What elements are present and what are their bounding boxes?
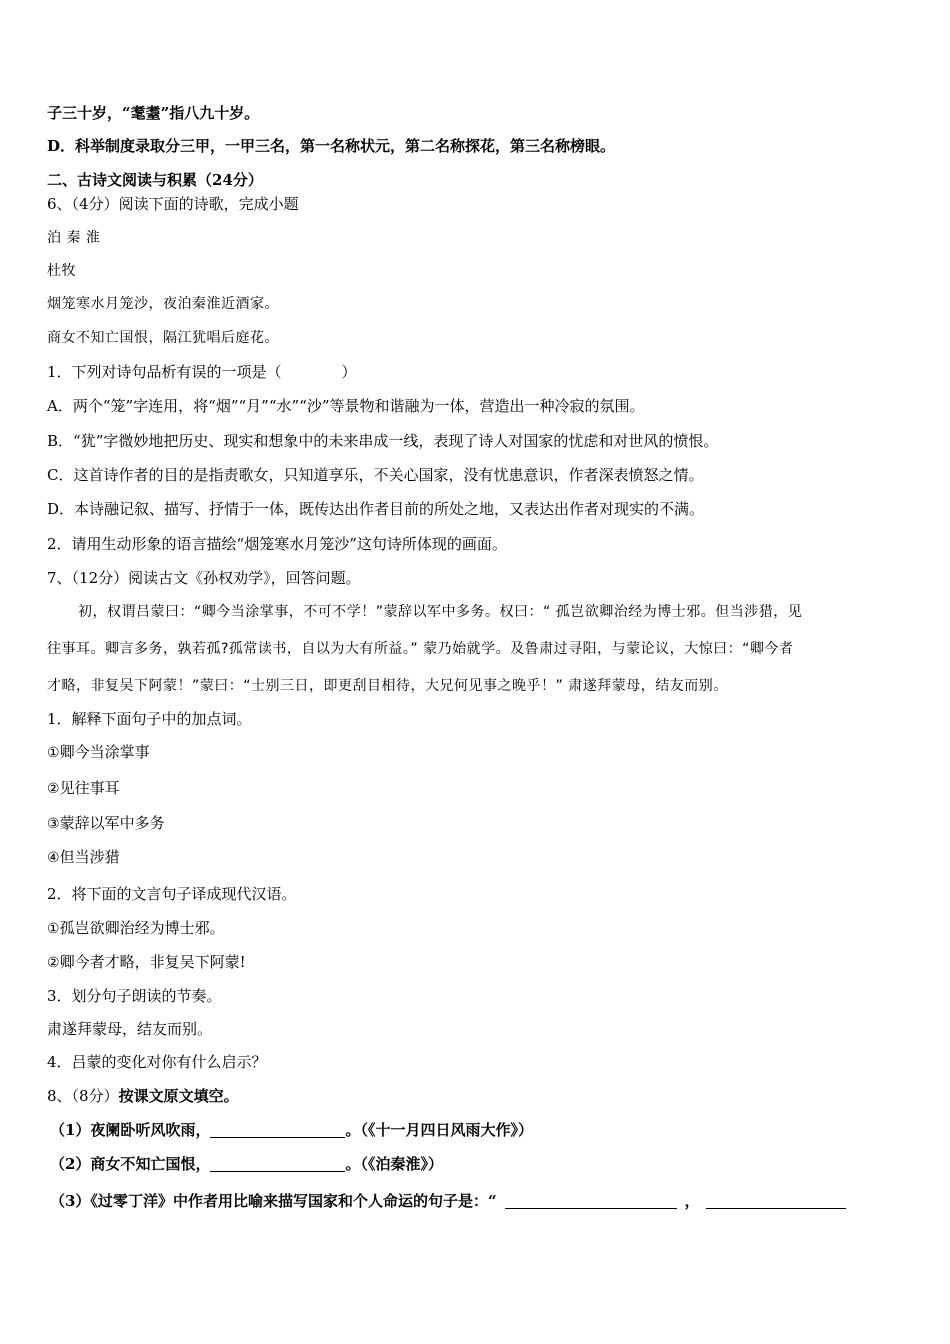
number-marker: ③ <box>47 816 60 832</box>
question-6: 6、（4分）阅读下面的诗歌，完成小题 <box>47 195 299 213</box>
item-7-1-3 <box>47 813 165 834</box>
question-7-2: 2．将下面的文言句子译成现代汉语。 <box>47 885 297 903</box>
option-d-line: D．科举制度录取分三甲，一甲三名，第一名称状元，第二名称探花，第三名称榜眼。 <box>47 137 616 155</box>
fill-item-text: （3）《过零丁洋》中作者用比喻来描写国家和个人命运的句子是：“ <box>50 1192 497 1210</box>
answer-blank <box>210 1156 345 1172</box>
fill-item-3 <box>50 1191 846 1211</box>
item-text: 但当涉猎 <box>59 848 120 866</box>
item-7-3-sentence: 肃遂拜蒙母，结友而别。 <box>47 1020 213 1038</box>
question-8 <box>47 1086 239 1106</box>
text-line: 子三十岁，“耄耋”指八九十岁。 <box>47 104 260 122</box>
fill-item-2 <box>50 1154 443 1174</box>
option-b: B．“犹”字微妙地把历史、现实和想象中的未来串成一线，表现了诗人对国家的忧虑和对世风的愤恨。 <box>47 432 719 450</box>
question-7: 7、（12分）阅读古文《孙权劝学》，回答问题。 <box>47 569 361 587</box>
item-text: 卿今当涂掌事 <box>59 743 150 761</box>
fill-item-source: 。（《泊秦淮》） <box>345 1155 443 1173</box>
number-marker: ① <box>47 921 60 937</box>
poem-title: 泊 秦 淮 <box>47 230 101 246</box>
fill-item-text: （1）夜阑卧听风吹雨， <box>50 1121 211 1139</box>
fill-item-source: 。（《十一月四日风雨大作》） <box>345 1121 533 1139</box>
poem-line-2: 商女不知亡国恨，隔江犹唱后庭花。 <box>47 330 279 346</box>
number-marker: ④ <box>47 850 60 866</box>
question-7-4: 4．吕蒙的变化对你有什么启示？ <box>47 1053 267 1071</box>
item-7-2-1 <box>47 918 225 939</box>
question-prefix: 8、（8分） <box>47 1087 119 1105</box>
option-d: D．本诗融记叙、描写、抒情于一体，既传达出作者目前的所处之地，又表达出作者对现实的不满。 <box>47 500 705 518</box>
item-7-1-1 <box>47 742 150 763</box>
question-7-1: 1．解释下面句子中的加点词。 <box>47 710 252 728</box>
answer-blank <box>505 1193 677 1209</box>
comma: ， <box>684 1192 700 1210</box>
number-marker: ② <box>47 781 60 797</box>
item-text: 孤岂欲卿治经为博士邪。 <box>59 919 225 937</box>
fill-item-text: （2）商女不知亡国恨， <box>50 1155 211 1173</box>
answer-blank <box>210 1122 345 1138</box>
item-7-2-2 <box>47 952 246 973</box>
question-6-1: 1．下列对诗句品析有误的一项是（ ） <box>47 363 357 381</box>
question-text: 按课文原文填空。 <box>118 1087 239 1105</box>
passage-line-3: 才略，非复吴下阿蒙！”蒙曰：“士别三日，即更刮目相待，大兄何见事之晚乎！” 肃遂拜蒙母，结友而别。 <box>47 678 728 694</box>
fill-item-1 <box>50 1120 533 1140</box>
section-heading: 二、古诗文阅读与积累（24分） <box>47 171 263 189</box>
item-7-1-4 <box>47 847 120 868</box>
item-7-1-2 <box>47 778 120 799</box>
item-text: 蒙辞以军中多务 <box>59 814 165 832</box>
passage-line-1: 初，权谓吕蒙曰：“卿今当涂掌事，不可不学！”蒙辞以军中多务。权曰：“ 孤岂欲卿治经为博士邪。但当涉猎，见 <box>78 604 803 620</box>
passage-line-2: 往事耳。卿言多务，孰若孤?孤常读书，自以为大有所益。” 蒙乃始就学。及鲁肃过寻阳，与蒙论议，大惊曰：“卿今者 <box>47 641 794 657</box>
item-text: 卿今者才略，非复吴下阿蒙! <box>59 953 246 971</box>
option-c: C．这首诗作者的目的是指责歌女，只知道享乐，不关心国家，没有忧患意识，作者深表愤怒之情。 <box>47 466 704 484</box>
answer-blank <box>706 1193 846 1209</box>
poem-author: 杜牧 <box>47 263 76 279</box>
question-6-2: 2．请用生动形象的语言描绘“烟笼寒水月笼沙”这句诗所体现的画面。 <box>47 535 507 553</box>
number-marker: ① <box>47 745 60 761</box>
option-a: A．两个“笼”字连用，将“烟”“月”“水”“沙”等景物和谐融为一体，营造出一种冷寂的氛围。 <box>47 397 645 415</box>
item-text: 见往事耳 <box>59 779 120 797</box>
poem-line-1: 烟笼寒水月笼沙，夜泊秦淮近酒家。 <box>47 296 279 312</box>
question-7-3: 3．划分句子朗读的节奏。 <box>47 987 222 1005</box>
number-marker: ② <box>47 955 60 971</box>
